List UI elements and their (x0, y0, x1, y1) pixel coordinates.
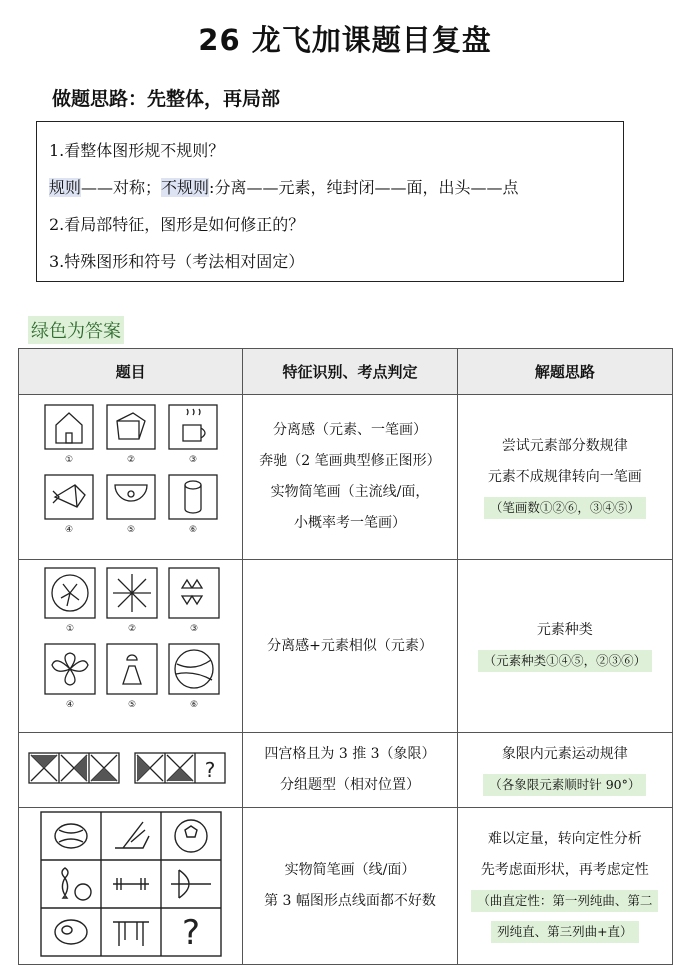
feature-line: 实物简笔画（主流线/面， (270, 484, 430, 500)
question-mark: ? (181, 913, 201, 953)
method-line-2 (49, 169, 611, 206)
feature-line: 小概率考一笔画） (293, 515, 406, 531)
features-cell-2 (243, 560, 457, 733)
page-subtitle: 做题思路：先整体，再局部 (52, 88, 281, 110)
answer-badge: （曲直定性：第一列纯曲、第二 (471, 890, 658, 912)
features-cell-3 (243, 733, 457, 808)
question-figure-4 (19, 808, 243, 965)
idea-line: 元素不成规律转向一笔画 (487, 468, 642, 485)
panel-label: ⑥ (189, 700, 199, 710)
question-figure-3 (19, 733, 243, 808)
features-cell-1 (243, 395, 457, 560)
idea-line: 象限内元素运动规律 (501, 746, 628, 762)
table-header-row (19, 349, 673, 395)
figure-set-4 (19, 808, 243, 960)
table-row (19, 560, 673, 733)
feature-line: 四宫格且为 3 推 3（象限） (264, 746, 436, 762)
panel-label: ② (126, 455, 136, 465)
features-cell-4 (243, 808, 457, 965)
highlight-regular: 规则 (49, 178, 82, 197)
idea-line: 先考虑面形状，再考虑定性 (480, 862, 649, 878)
panel-label: ③ (188, 455, 198, 465)
answer-legend: 绿色为答案 (28, 316, 124, 344)
figure-set-2 (19, 560, 243, 728)
ideas-cell-1 (457, 395, 672, 560)
answer-badge: 列纯直、第三列曲+直） (491, 921, 638, 943)
question-mark: ? (204, 758, 216, 782)
feature-line: 奔驰（2 笔画典型修正图形） (259, 453, 441, 469)
feature-line: 分组题型（相对位置） (279, 777, 420, 793)
table-row (19, 733, 673, 808)
panel-label: ④ (65, 700, 75, 710)
method-line-3: 2.看局部特征，图形是如何修正的？ (49, 215, 305, 234)
feature-line: 实物简笔画（线/面） (284, 862, 416, 878)
idea-line: 尝试元素部分数规律 (501, 437, 628, 454)
idea-line: 元素种类 (536, 622, 593, 638)
question-figure-2 (19, 560, 243, 733)
figure-set-1 (19, 395, 243, 555)
answer-badge: （元素种类①④⑤，②③⑥） (478, 650, 653, 672)
method-line-4: 3.特殊图形和符号（考法相对固定） (49, 252, 305, 271)
ideas-cell-3 (457, 733, 672, 808)
header-features: 特征识别、考点判定 (243, 349, 457, 395)
panel-label: ⑤ (126, 525, 136, 535)
feature-line: 第 3 幅图形点线面都不好数 (264, 893, 436, 909)
answer-badge: （各象限元素顺时针 90°） (483, 774, 646, 796)
ideas-cell-2 (457, 560, 672, 733)
panel-label: ② (127, 624, 137, 634)
table-row (19, 395, 673, 560)
header-ideas: 解题思路 (457, 349, 672, 395)
header-question: 题目 (19, 349, 243, 395)
feature-line: 分离感（元素、一笔画） (272, 422, 427, 438)
panel-label: ① (64, 455, 74, 465)
ideas-cell-4 (457, 808, 672, 965)
panel-label: ⑤ (127, 700, 137, 710)
page-title: 26 龙飞加课题目复盘 (198, 23, 492, 57)
method-line-1: 1.看整体图形规不规则？ (49, 141, 225, 160)
figure-set-3 (19, 733, 243, 803)
panel-label: ③ (189, 624, 199, 634)
method-box (36, 121, 624, 282)
question-figure-1 (19, 395, 243, 560)
answer-badge: （笔画数①②⑥，③④⑤） (484, 497, 646, 519)
panel-label: ⑥ (188, 525, 198, 535)
feature-line: 分离感+元素相似（元素） (267, 637, 433, 654)
highlight-irregular: 不规则 (161, 178, 210, 197)
panel-label: ④ (64, 525, 74, 535)
method-line-2-d: :分离——元素，纯封闭——面，出头——点 (209, 178, 519, 197)
panel-label: ① (65, 624, 75, 634)
idea-line: 难以定量，转向定性分析 (487, 831, 642, 847)
review-table (18, 348, 673, 965)
method-line-2-b: ——对称； (81, 178, 162, 197)
table-row (19, 808, 673, 965)
